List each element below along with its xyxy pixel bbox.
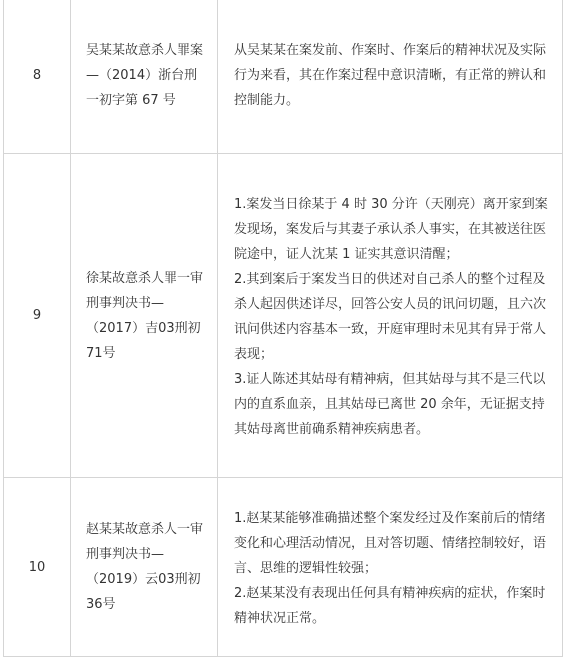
basis-cell (218, 154, 563, 478)
table-row (4, 154, 563, 478)
table-row (4, 478, 563, 657)
case-name: 徐某故意杀人罪一审刑事判决书—（2017）吉03刑初71号 (71, 154, 218, 478)
row-number: 8 (4, 0, 71, 154)
basis-point: 3.证人陈述其姑母有精神病，但其姑母与其不是三代以内的直系血亲，且其姑母已离世 20 余年，无证据支持其姑母离世前确系精神疾病患者。 (234, 371, 546, 437)
basis-point: 1.案发当日徐某于 4 时 30 分许（天刚亮）离开家到案发现场，案发后与其妻子承认杀人事实，在其被送往医院途中，证人沈某 1 证实其意识清醒； (234, 196, 548, 262)
basis-cell (218, 478, 563, 657)
case-name: 赵某某故意杀人一审刑事判决书—（2019）云03刑初36号 (71, 478, 218, 657)
row-number: 9 (4, 154, 71, 478)
basis-text: 从吴某某在案发前、作案时、作案后的精神状况及实际行为来看，其在作案过程中意识清晰，有正常的辨认和控制能力。 (234, 43, 547, 108)
basis-cell (218, 0, 563, 154)
row-number: 10 (4, 478, 71, 657)
basis-point: 2.赵某某没有表现出任何具有精神疾病的症状，作案时精神状况正常。 (234, 585, 546, 626)
basis-point: 1.赵某某能够准确描述整个案发经过及作案前后的情绪变化和心理活动情况，且对答切题、情绪控制较好，语言、思维的逻辑性较强； (234, 510, 547, 576)
table-row (4, 0, 563, 154)
basis-point: 2.其到案后于案发当日的供述对自己杀人的整个过程及杀人起因供述详尽，回答公安人员的讯问切题，且六次讯问供述内容基本一致，开庭审理时未见其有异于常人表现； (234, 271, 547, 362)
case-name: 吴某某故意杀人罪案—（2014）浙台刑一初字第 67 号 (71, 0, 218, 154)
case-table (3, 0, 563, 657)
